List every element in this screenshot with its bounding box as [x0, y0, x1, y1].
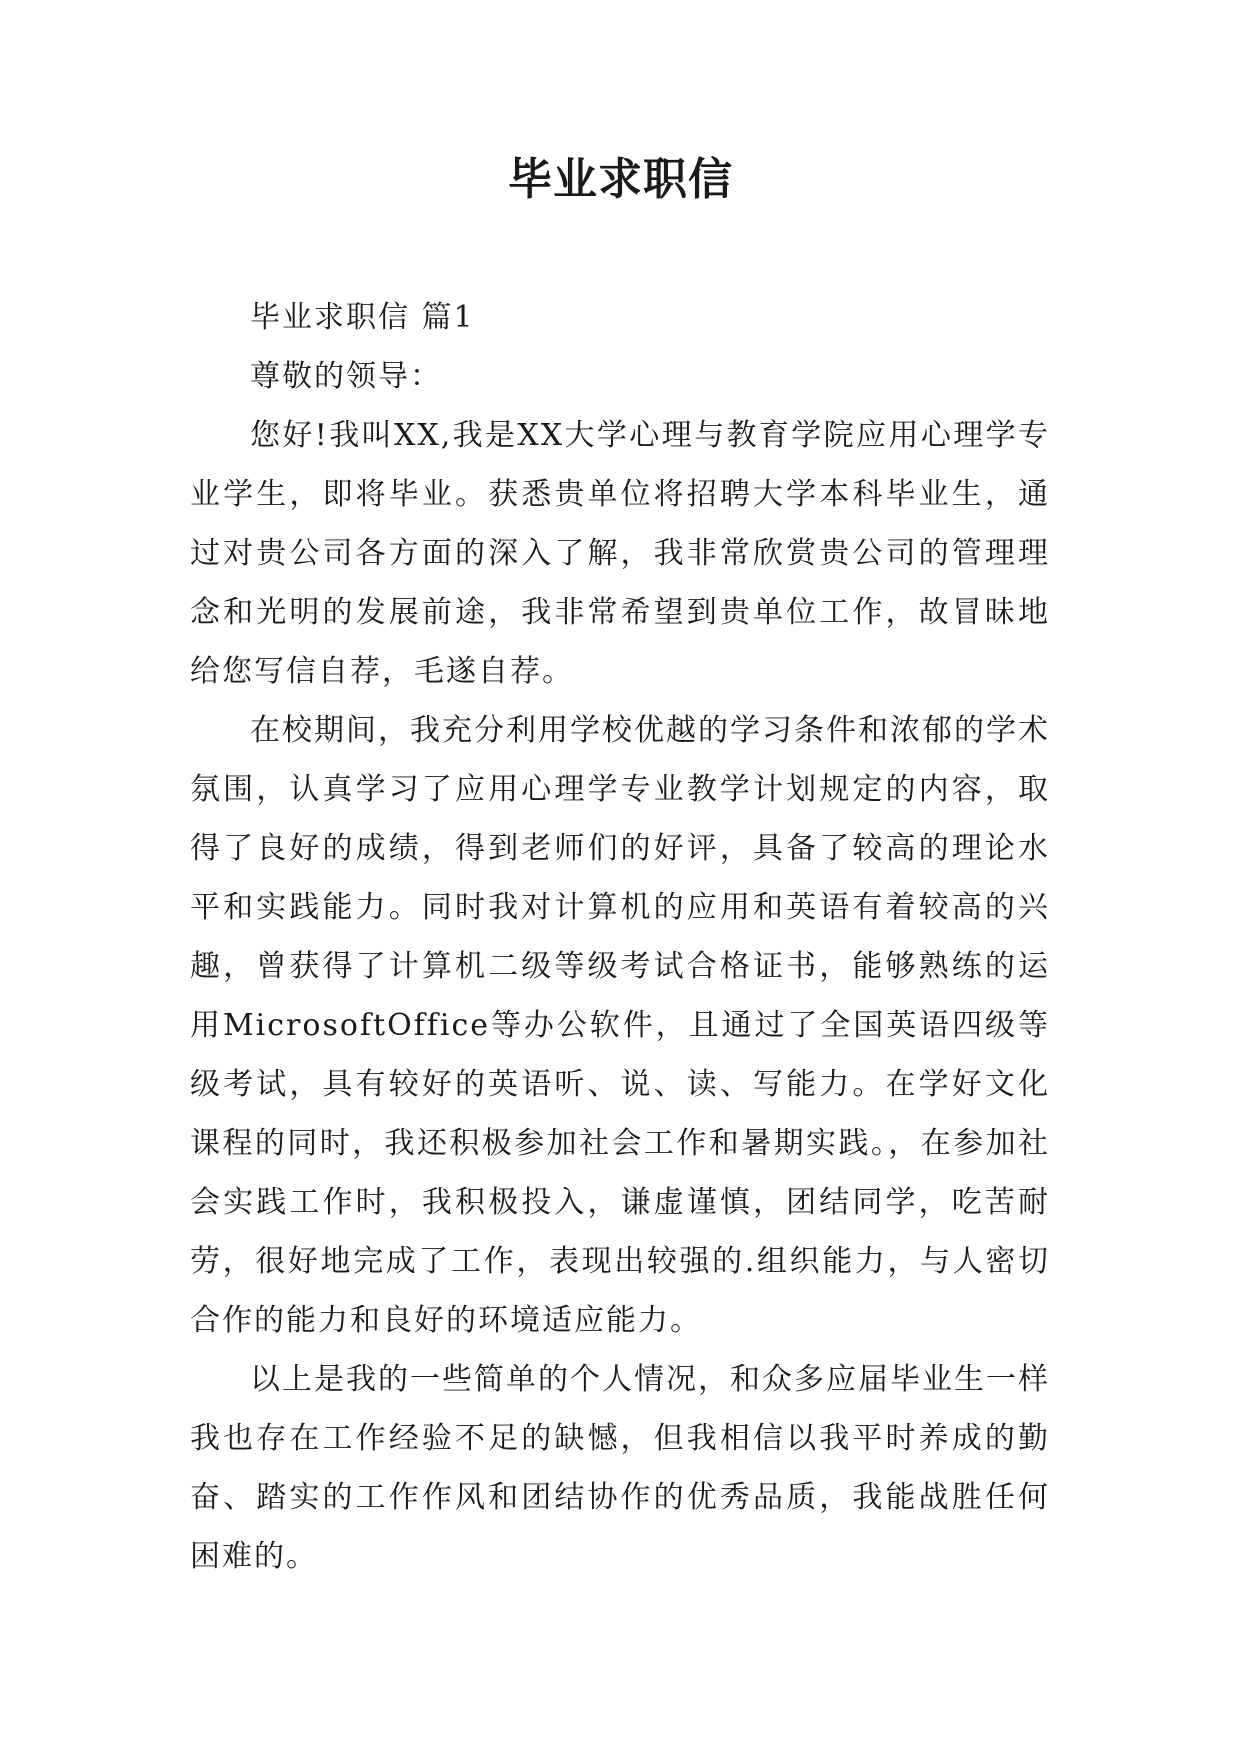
- paragraph-intro: 您好!我叫XX,我是XX大学心理与教育学院应用心理学专业学生，即将毕业。获悉贵单位将招聘大学本科毕业生，通过对贵公司各方面的深入了解，我非常欣赏贵公司的管理理念和光明的发展前途，我非常希望到贵单位工作，故冒昧地给您写信自荐，毛遂自荐。: [190, 418, 1050, 689]
- document-title: 毕业求职信: [508, 154, 733, 205]
- paragraph-school: 在校期间，我充分利用学校优越的学习条件和浓郁的学术氛围，认真学习了应用心理学专业教学计划规定的内容，取得了良好的成绩，得到老师们的好评，具备了较高的理论水平和实践能力。同时我对计算机的应用和英语有着较高的兴趣，曾获得了计算机二级等级考试合格证书，能够熟练的运用MicrosoftOffice等办公软件，且通过了全国英语四级等级考试，具有较好的英语听、说、读、写能力。在学好文化课程的同时，我还积极参加社会工作和暑期实践。，在参加社会实践工作时，我积极投入，谦虚谨慎，团结同学，吃苦耐劳，很好地完成了工作，表现出较强的.组织能力，与人密切合作的能力和良好的环境适应能力。: [190, 713, 1050, 1338]
- document-body: [190, 288, 1050, 1586]
- paragraph-closing: 以上是我的一些简单的个人情况，和众多应届毕业生一样我也存在工作经验不足的缺憾，但我相信以我平时养成的勤奋、踏实的工作作风和团结协作的优秀品质，我能战胜任何困难的。: [190, 1362, 1050, 1574]
- salutation: 尊敬的领导：: [250, 359, 442, 394]
- section-heading: 毕业求职信 篇1: [250, 300, 475, 335]
